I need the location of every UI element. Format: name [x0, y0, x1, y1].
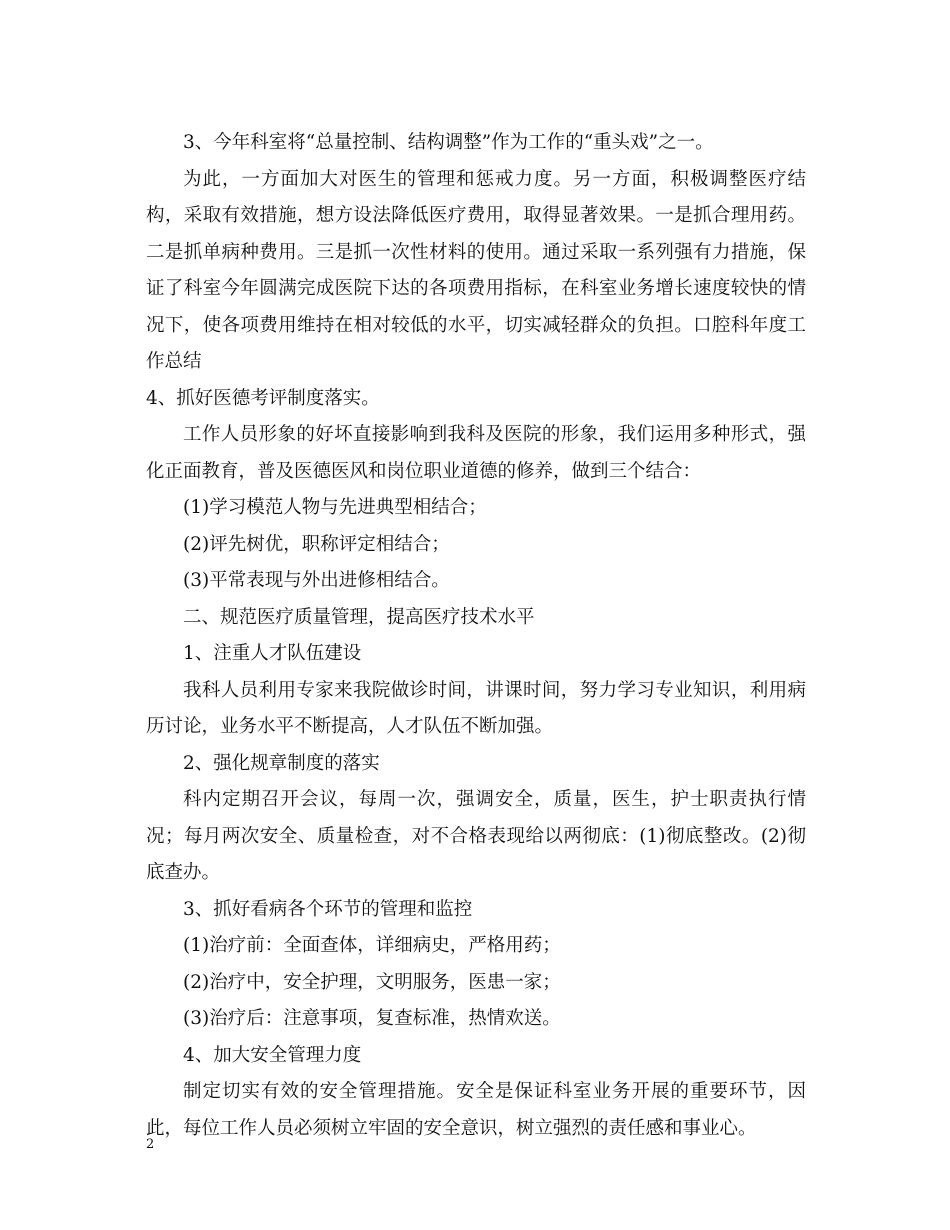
paragraph: 我科人员利用专家来我院做诊时间，讲课时间，努力学习专业知识，利用病历讨论，业务水平不断提高，人才队伍不断加强。 [146, 679, 806, 737]
paragraph: 科内定期召开会议，每周一次，强调安全，质量，医生，护士职责执行情况；每月两次安全、质量检查，对不合格表现给以两彻底：(1)彻底整改。(2)彻底查办。 [146, 789, 806, 883]
paragraph: 制定切实有效的安全管理措施。安全是保证科室业务开展的重要环节，因此，每位工作人员必须树立牢固的安全意识，树立强烈的责任感和事业心。 [146, 1081, 806, 1139]
document-body [146, 125, 806, 1147]
subsection-heading: 2、强化规章制度的落实 [183, 752, 380, 774]
list-item: (1)治疗前：全面查体，详细病史，严格用药； [183, 935, 561, 956]
section-heading: 二、规范医疗质量管理，提高医疗技术水平 [183, 606, 535, 628]
paragraph: 4、抓好医德考评制度落实。 [146, 387, 380, 409]
list-item: (2)治疗中，安全护理，文明服务，医患一家； [183, 971, 561, 993]
subsection-heading: 1、注重人才队伍建设 [183, 643, 362, 664]
list-item: (1)学习模范人物与先进典型相结合； [183, 497, 487, 518]
list-item: (3)平常表现与外出进修相结合。 [183, 570, 450, 591]
paragraph: 3、今年科室将“总量控制、结构调整”作为工作的“重头戏”之一。 [183, 132, 714, 153]
page-number: 2 [146, 1137, 155, 1152]
list-item: (2)评先树优，职称评定相结合； [183, 533, 450, 555]
paragraph: 工作人员形象的好坏直接影响到我科及医院的形象，我们运用多种形式，强化正面教育，普及医德医风和岗位职业道德的修养，做到三个结合： [146, 424, 806, 482]
paragraph: 为此，一方面加大对医生的管理和惩戒力度。另一方面，积极调整医疗结构，采取有效措施，想方设法降低医疗费用，取得显著效果。一是抓合理用药。二是抓单病种费用。三是抓一次性材料的使用。通过采取一系列强有力措施，保证了科室今年圆满完成医院下达的各项费用指标，在科室业务增长速度较快的情况下，使各项费用维持在相对较低的水平，切实减轻群众的负担。口腔科年度工作总结 [146, 168, 806, 372]
subsection-heading: 4、加大安全管理力度 [183, 1044, 362, 1066]
subsection-heading: 3、抓好看病各个环节的管理和监控 [183, 898, 473, 920]
list-item: (3)治疗后：注意事项，复查标准，热情欢送。 [183, 1008, 561, 1029]
